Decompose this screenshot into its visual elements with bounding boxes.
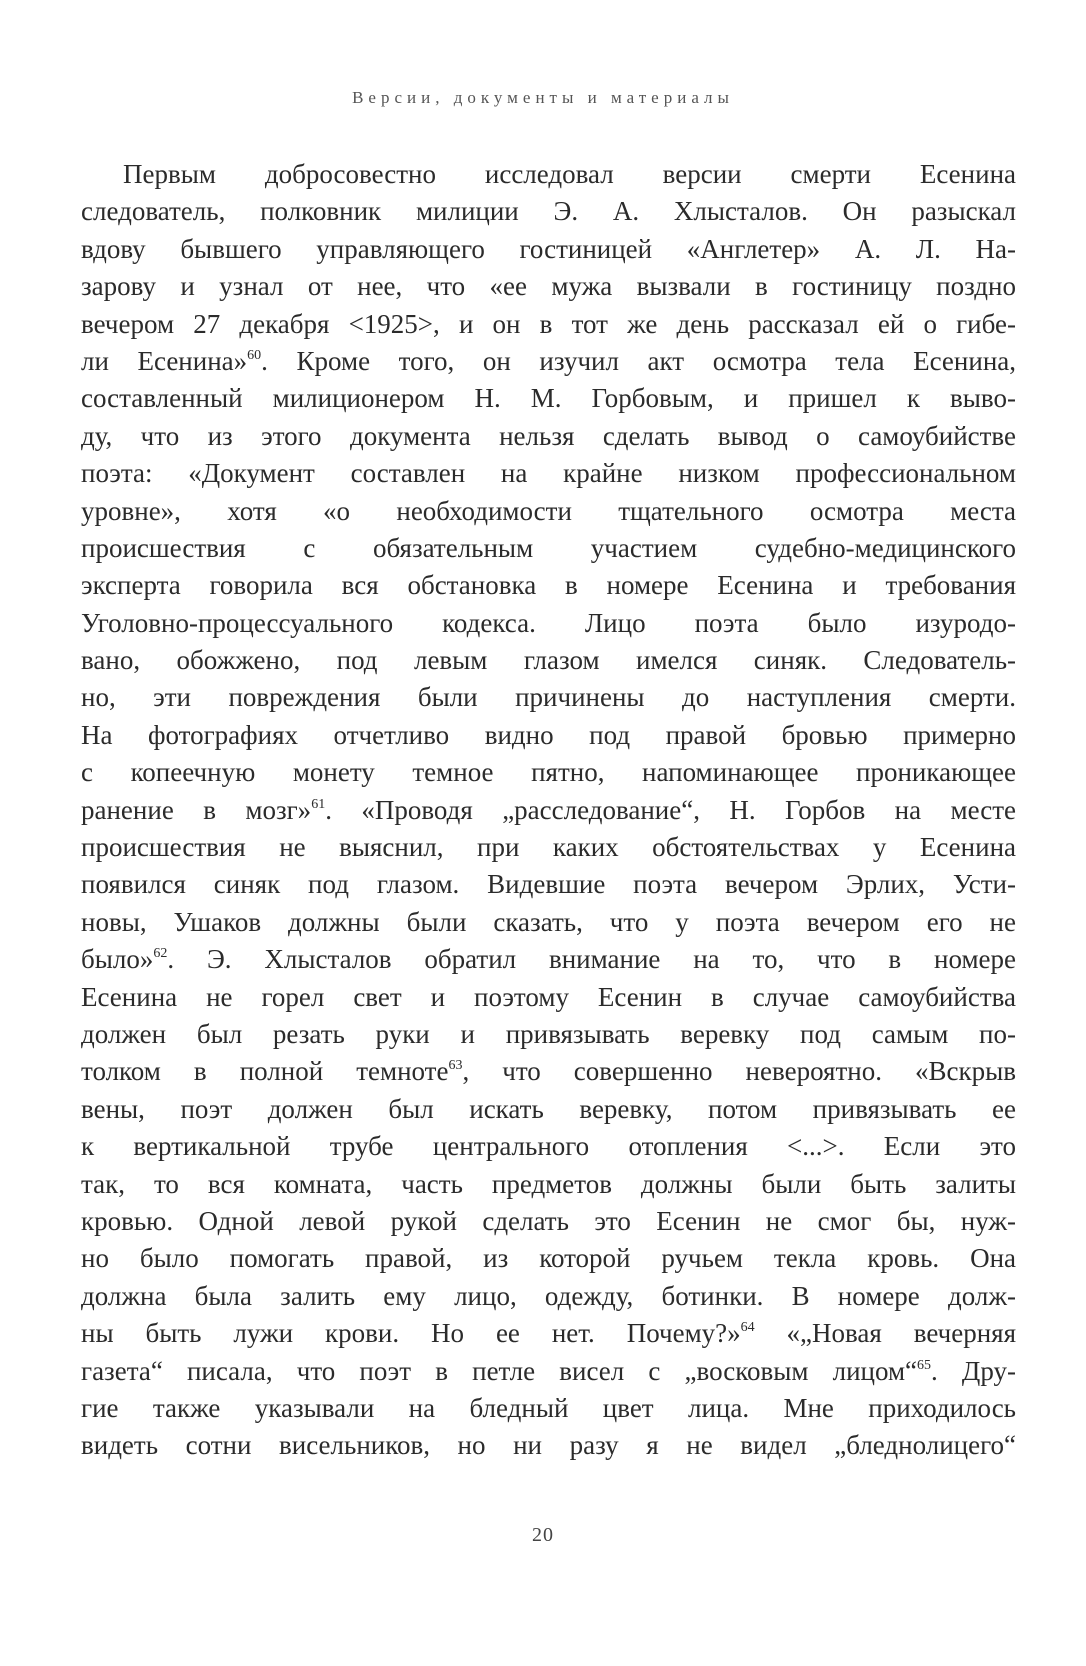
text-line (81, 754, 1016, 791)
text-line (81, 193, 1016, 230)
text-line (81, 642, 1016, 679)
line-text: уровне», хотя «о необходимости тщательного осмотра места (81, 495, 1016, 526)
line-text: с копеечную монету темное пятно, напоминающее проникающее (81, 757, 1016, 788)
text-line (81, 268, 1016, 305)
line-text: происшествия не выяснил, при каких обстоятельствах у Есенина (81, 832, 1016, 863)
line-text: но, эти повреждения были причинены до наступления смерти. (81, 682, 1016, 713)
line-text-continued: . Э. Хлысталов обратил внимание на то, что в номере (167, 944, 1016, 975)
line-text: вены, поэт должен был искать веревку, потом привязывать ее (81, 1093, 1016, 1124)
line-text: Есенина не горел свет и поэтому Есенин в случае самоубийства (81, 981, 1016, 1012)
text-line (81, 455, 1016, 492)
line-text: новы, Ушаков должны были сказать, что у поэта вечером его не (81, 906, 1016, 937)
footnote-marker[interactable]: 61 (311, 796, 326, 812)
line-text: ду, что из этого документа нельзя сделать вывод о самоубийстве (81, 420, 1016, 451)
line-text: зарову и узнал от нее, что «ее мужа вызвали в гостиницу поздно (81, 271, 1016, 302)
text-line (81, 904, 1016, 941)
text-line (81, 380, 1016, 417)
line-text-continued: . «Проводя „расследование“, Н. Горбов на месте (325, 794, 1016, 825)
text-line (81, 231, 1016, 268)
line-text: происшествия с обязательным участием судебно-медицинского (81, 532, 1016, 563)
line-text-continued: , что совершенно невероятно. «Вскрыв (462, 1056, 1017, 1087)
footnote-marker[interactable]: 65 (917, 1357, 932, 1373)
text-line (81, 1278, 1016, 1315)
line-text: Первым добросовестно исследовал версии смерти Есенина (123, 159, 1016, 189)
text-line (81, 1091, 1016, 1128)
line-text: кровью. Одной левой рукой сделать это Есенин не смог бы, нуж- (81, 1205, 1016, 1236)
line-text: толком в полной темноте (81, 1056, 449, 1087)
running-head: Версии, документы и материалы (352, 88, 734, 107)
line-text: к вертикальной трубе центрального отопления <...>. Если это (81, 1131, 1016, 1162)
text-line (81, 679, 1016, 716)
text-line (81, 343, 1016, 380)
line-text: следователь, полковник милиции Э. А. Хлысталов. Он разыскал (81, 196, 1016, 227)
line-text: вечером 27 декабря <1925>, и он в тот же день рассказал ей о гибе- (81, 308, 1016, 339)
text-line (81, 866, 1016, 903)
line-text: На фотографиях отчетливо видно под правой бровью примерно (81, 719, 1016, 750)
line-text: составленный милиционером Н. М. Горбовым, и пришел к выво- (81, 383, 1016, 414)
text-line (81, 306, 1016, 343)
line-text: должен был резать руки и привязывать веревку под самым по- (81, 1018, 1016, 1049)
line-text: должна была залить ему лицо, одежду, ботинки. В номере долж- (81, 1280, 1016, 1311)
line-text-continued: . Дру- (931, 1355, 1016, 1386)
line-text: ли Есенина» (81, 345, 248, 376)
text-line (81, 941, 1016, 978)
footnote-marker[interactable]: 63 (448, 1058, 463, 1074)
line-text: газета“ писала, что поэт в петле висел с „восковым лицом“ (81, 1355, 918, 1386)
text-line (81, 1166, 1016, 1203)
footnote-marker[interactable]: 60 (247, 347, 262, 363)
line-text: было» (81, 944, 154, 975)
line-text: так, то вся комната, часть предметов должны были быть залиты (81, 1168, 1016, 1199)
body-paragraph (81, 156, 1016, 1465)
text-line (81, 156, 1016, 193)
text-line (81, 979, 1016, 1016)
text-line (81, 1240, 1016, 1277)
page-number: 20 (532, 1524, 554, 1546)
text-line (81, 567, 1016, 604)
footnote-marker[interactable]: 64 (740, 1320, 755, 1336)
text-line (81, 530, 1016, 567)
text-line (81, 1353, 1016, 1390)
text-line (81, 1390, 1016, 1427)
text-line (81, 418, 1016, 455)
line-text: гие также указывали на бледный цвет лица. Мне приходилось (81, 1392, 1016, 1423)
text-line (81, 1128, 1016, 1165)
line-text-continued: . Кроме того, он изучил акт осмотра тела Есенина, (261, 345, 1016, 376)
line-text: вано, обожжено, под левым глазом имелся синяк. Следователь- (81, 645, 1016, 676)
footnote-marker[interactable]: 62 (153, 946, 168, 962)
line-text: Уголовно-процессуального кодекса. Лицо поэта было изуродо- (81, 607, 1016, 638)
line-text: вдову бывшего управляющего гостиницей «Англетер» А. Л. На- (81, 233, 1016, 264)
text-line (81, 1315, 1016, 1352)
text-line (81, 717, 1016, 754)
line-text: ны быть лужи крови. Но ее нет. Почему?» (81, 1318, 741, 1349)
line-text: но было помогать правой, из которой ручьем текла кровь. Она (81, 1243, 1016, 1274)
text-line (81, 605, 1016, 642)
text-line (81, 829, 1016, 866)
line-text: появился синяк под глазом. Видевшие поэта вечером Эрлих, Усти- (81, 869, 1016, 900)
text-line (81, 493, 1016, 530)
text-line (81, 792, 1016, 829)
line-text: эксперта говорила вся обстановка в номере Есенина и требования (81, 570, 1016, 601)
text-line (81, 1053, 1016, 1090)
line-text: поэта: «Документ составлен на крайне низком профессиональном (81, 458, 1016, 489)
line-text-continued: «„Новая вечерняя (754, 1318, 1017, 1349)
text-line (81, 1016, 1016, 1053)
line-text: видеть сотни висельников, но ни разу я не видел „бледнолицего“ (81, 1430, 1016, 1461)
text-line (81, 1427, 1016, 1464)
line-text: ранение в мозг» (81, 794, 312, 825)
text-line (81, 1203, 1016, 1240)
